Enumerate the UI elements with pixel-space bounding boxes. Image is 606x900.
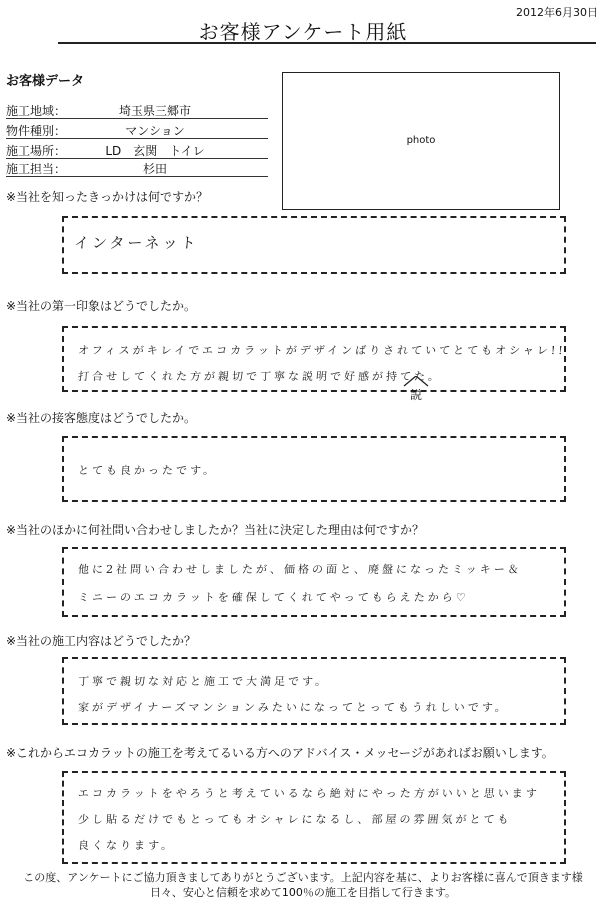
info-row-area [6, 100, 268, 119]
answer-box-1 [62, 216, 566, 274]
answer-2-line-1: オフィスがキレイでエコカラットがデザインばりされていてとてもオシャレ!! [77, 344, 567, 357]
title-underline [58, 42, 596, 44]
answer-6-line-2: 少し貼るだけでもとってもオシャレになるし、部屋の雰囲気がとても [77, 813, 512, 826]
customer-data-heading: お客様データ [6, 74, 85, 89]
answer-4-line-2: ミニーのエコカラットを確保してくれてやってもらえたから♡ [77, 591, 470, 604]
info-row-staff [6, 158, 268, 177]
info-value: 埼玉県三郷市 [118, 104, 191, 118]
answer-box-4 [62, 547, 566, 617]
info-row-location [6, 140, 268, 159]
answer-5-line-2: 家がデザイナーズマンションみたいになってとってもうれしいです。 [77, 701, 510, 714]
answer-box-2 [62, 326, 566, 392]
correction-text: 説 [410, 388, 423, 402]
info-value: 杉田 [142, 162, 167, 176]
question-5: ※当社の施工内容はどうでしたか？ [6, 634, 197, 648]
answer-box-6 [62, 771, 566, 864]
question-3: ※当社の接客態度はどうでしたか。 [6, 411, 197, 425]
answer-1-line-1: インターネット [73, 234, 200, 252]
footer-line-2: 日々、安心と信頼を求めて100％の施工を目指して行きます。 [149, 886, 457, 899]
answer-6-line-3: 良くなります。 [77, 839, 176, 852]
question-6: ※これからエコカラットの施工を考えてるいる方へのアドバイス・メッセージがあればお願いします。 [6, 746, 554, 760]
page-title: お客様アンケート用紙 [198, 20, 408, 44]
info-label: 施工担当： [6, 162, 67, 176]
question-2: ※当社の第一印象はどうでしたか。 [6, 299, 197, 313]
answer-4-line-1: 他に2社問い合わせしましたが、価格の面と、廃盤になったミッキー＆ [77, 563, 523, 576]
info-row-property-type [6, 120, 268, 139]
info-label: 施工場所： [6, 144, 67, 158]
info-label: 物件種別： [6, 124, 67, 138]
question-1: ※当社を知ったきっかけは何ですか？ [6, 190, 209, 204]
answer-6-line-1: エコカラットをやろうと考えているなら絶対にやった方がいいと思います [77, 787, 541, 800]
answer-box-3 [62, 436, 566, 502]
info-label: 施工地域： [6, 104, 67, 118]
photo-placeholder [282, 72, 560, 210]
info-value: LD 玄関 トイレ [105, 144, 205, 158]
correction-mark [398, 376, 438, 406]
footer-line-1: この度、アンケートにご協力頂きましてありがとうございます。上記内容を基に、よりお客様に喜んで頂きます様 [23, 871, 583, 884]
question-4: ※当社のほかに何社問い合わせしましたか？当社に決定した理由は何ですか？ [6, 523, 425, 537]
answer-5-line-1: 丁寧で親切な対応と施工で大満足です。 [77, 675, 330, 688]
photo-label: photo [406, 135, 436, 146]
survey-date: 2012年6月30日 [516, 6, 598, 19]
info-value: マンション [125, 124, 185, 138]
answer-3-line-1: とても良かったです。 [77, 464, 218, 477]
answer-box-5 [62, 657, 566, 725]
answer-2-line-2: 打合せしてくれた方が親切で丁寧な説明で好感が持てた。 [77, 370, 443, 383]
